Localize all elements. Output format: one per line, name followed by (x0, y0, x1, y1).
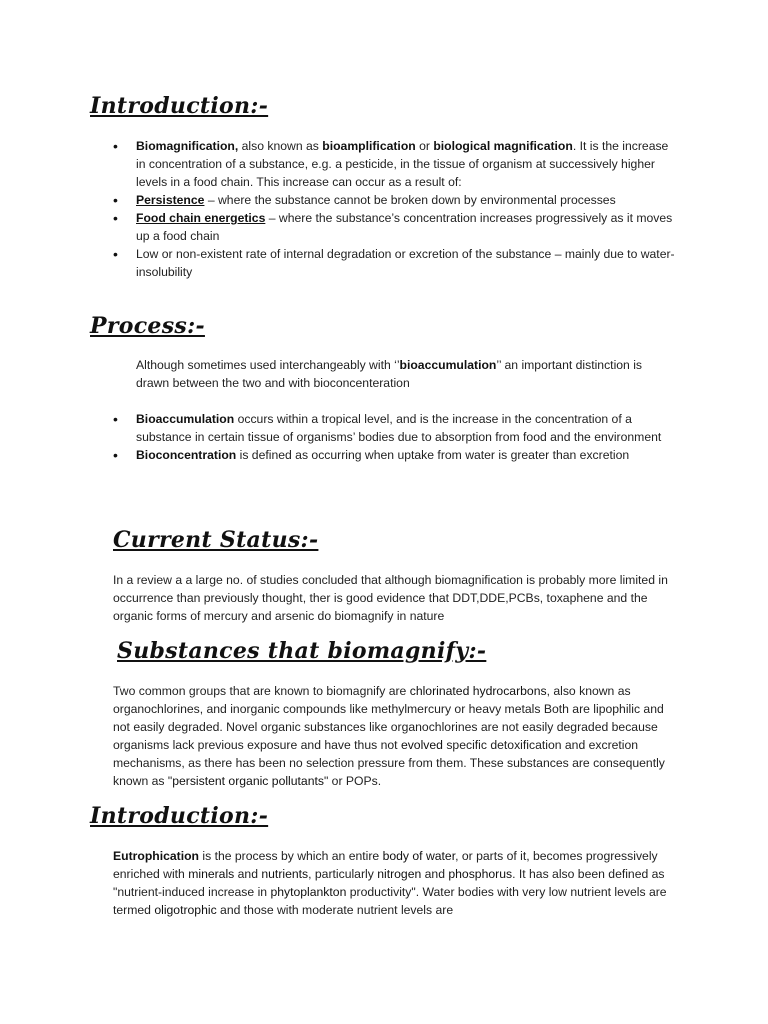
list-item (113, 137, 681, 191)
eutrophication-paragraph (113, 847, 673, 919)
bold-term: Bioconcentration (136, 448, 237, 462)
text-run: – where the substance cannot be broken down by environmental processes (204, 193, 616, 207)
list-item (113, 245, 681, 281)
text-run: also known as (238, 139, 323, 153)
bold-term: bioaccumulation (399, 358, 497, 372)
substances-paragraph (113, 682, 678, 790)
heading-substances-that-biomagnify: Substances that biomagnify:- (117, 638, 487, 664)
bullet-icon: • (113, 210, 118, 226)
bullet-icon: • (113, 411, 118, 427)
bold-term: biological magnification (433, 139, 573, 153)
current-status-paragraph: In a review a a large no. of studies concluded that although biomagnification is probably more limited in occurrence than previously thought, ther is good evidence that DDT,DDE,PCBs, toxaphene and the organic forms of mercury and arsenic do biomagnify in nature (113, 573, 668, 623)
term: evolved (400, 738, 443, 752)
bold-term: Persistence (136, 193, 205, 207)
heading-process: Process:- (90, 313, 205, 339)
text-run: Low or non-existent rate of internal degradation or excretion of the substance – mainly due to water-insolubility (136, 247, 675, 279)
text-run: is the process by which an entire (199, 849, 383, 863)
process-paragraph (136, 356, 676, 392)
term: persistent organic pollutants (172, 774, 324, 788)
introduction-bullet-list (113, 137, 681, 281)
bullet-icon: • (113, 246, 118, 262)
text-run: – where the substance’s concentration increases progressively as it moves up a food chain (136, 211, 673, 243)
text-run: . It is the increase in concentration of a substance, e.g. a pesticide, in the tissue of organism at successively higher levels in a food chain. This increase can occur as a result of: (136, 139, 669, 189)
text-run: , or parts of it, becomes progressively enriched with (113, 849, 658, 881)
bold-term: Food chain energetics (136, 211, 266, 225)
text-run: Two common groups that are known to biomagnify are (113, 684, 410, 698)
bullet-icon: • (113, 447, 118, 463)
text-run: Although sometimes used interchangeably with ‘’ (136, 358, 400, 372)
term: chlorinated hydrocarbons (409, 684, 547, 698)
text-run: productivity". Water bodies with very low nutrient levels are termed (113, 885, 667, 917)
text-run: is defined as occurring when uptake from water is greater than excretion (236, 448, 630, 462)
list-item (113, 191, 681, 209)
text-run: . It has also been defined as "nutrient-induced increase in (113, 867, 665, 899)
bold-term: Eutrophication (113, 849, 199, 863)
term: phytoplankton (270, 885, 347, 899)
text-run: , particularly (308, 867, 378, 881)
term: nutrients (261, 867, 309, 881)
text-run: and those with moderate nutrient levels are (216, 903, 454, 917)
text-run: ’’ an important distinction is drawn between the two and with bioconcenteration (136, 358, 643, 390)
term: nitrogen (377, 867, 422, 881)
term: body of water (382, 849, 456, 863)
bold-term: Biomagnification, (136, 139, 239, 153)
text-run: occurs within a tropical level, and is the increase in the concentration of a substance in certain tissue of organisms’ bodies due to absorption from food and the environment (136, 412, 662, 444)
text-run: " or POPs. (323, 774, 382, 788)
text-run: and (234, 867, 262, 881)
text-run: or (415, 139, 434, 153)
term: oligotrophic (154, 903, 217, 917)
list-item (113, 410, 681, 446)
heading-introduction: Introduction:- (90, 93, 269, 119)
term: minerals (188, 867, 235, 881)
text-run: specific detoxification and excretion mechanisms, as there has been no selection pressure from them. These substances are consequently known as " (113, 738, 665, 788)
bullet-icon: • (113, 138, 118, 154)
list-item (113, 209, 681, 245)
text-run: , also known as organochlorines, and inorganic compounds like methylmercury or heavy metals Both are lipophilic and not easily degraded. Novel organic substances like organochlorines are not easily degraded because organisms lack previous exposure and have thus not (113, 684, 664, 752)
bold-term: bioamplification (322, 139, 416, 153)
process-bullet-list (113, 410, 681, 464)
term: phosphorus (448, 867, 513, 881)
heading-introduction-eutrophication: Introduction:- (90, 803, 269, 829)
bold-term: Bioaccumulation (136, 412, 235, 426)
bullet-icon: • (113, 192, 118, 208)
text-run: and (421, 867, 449, 881)
list-item (113, 446, 681, 464)
heading-current-status: Current Status:- (113, 527, 319, 553)
